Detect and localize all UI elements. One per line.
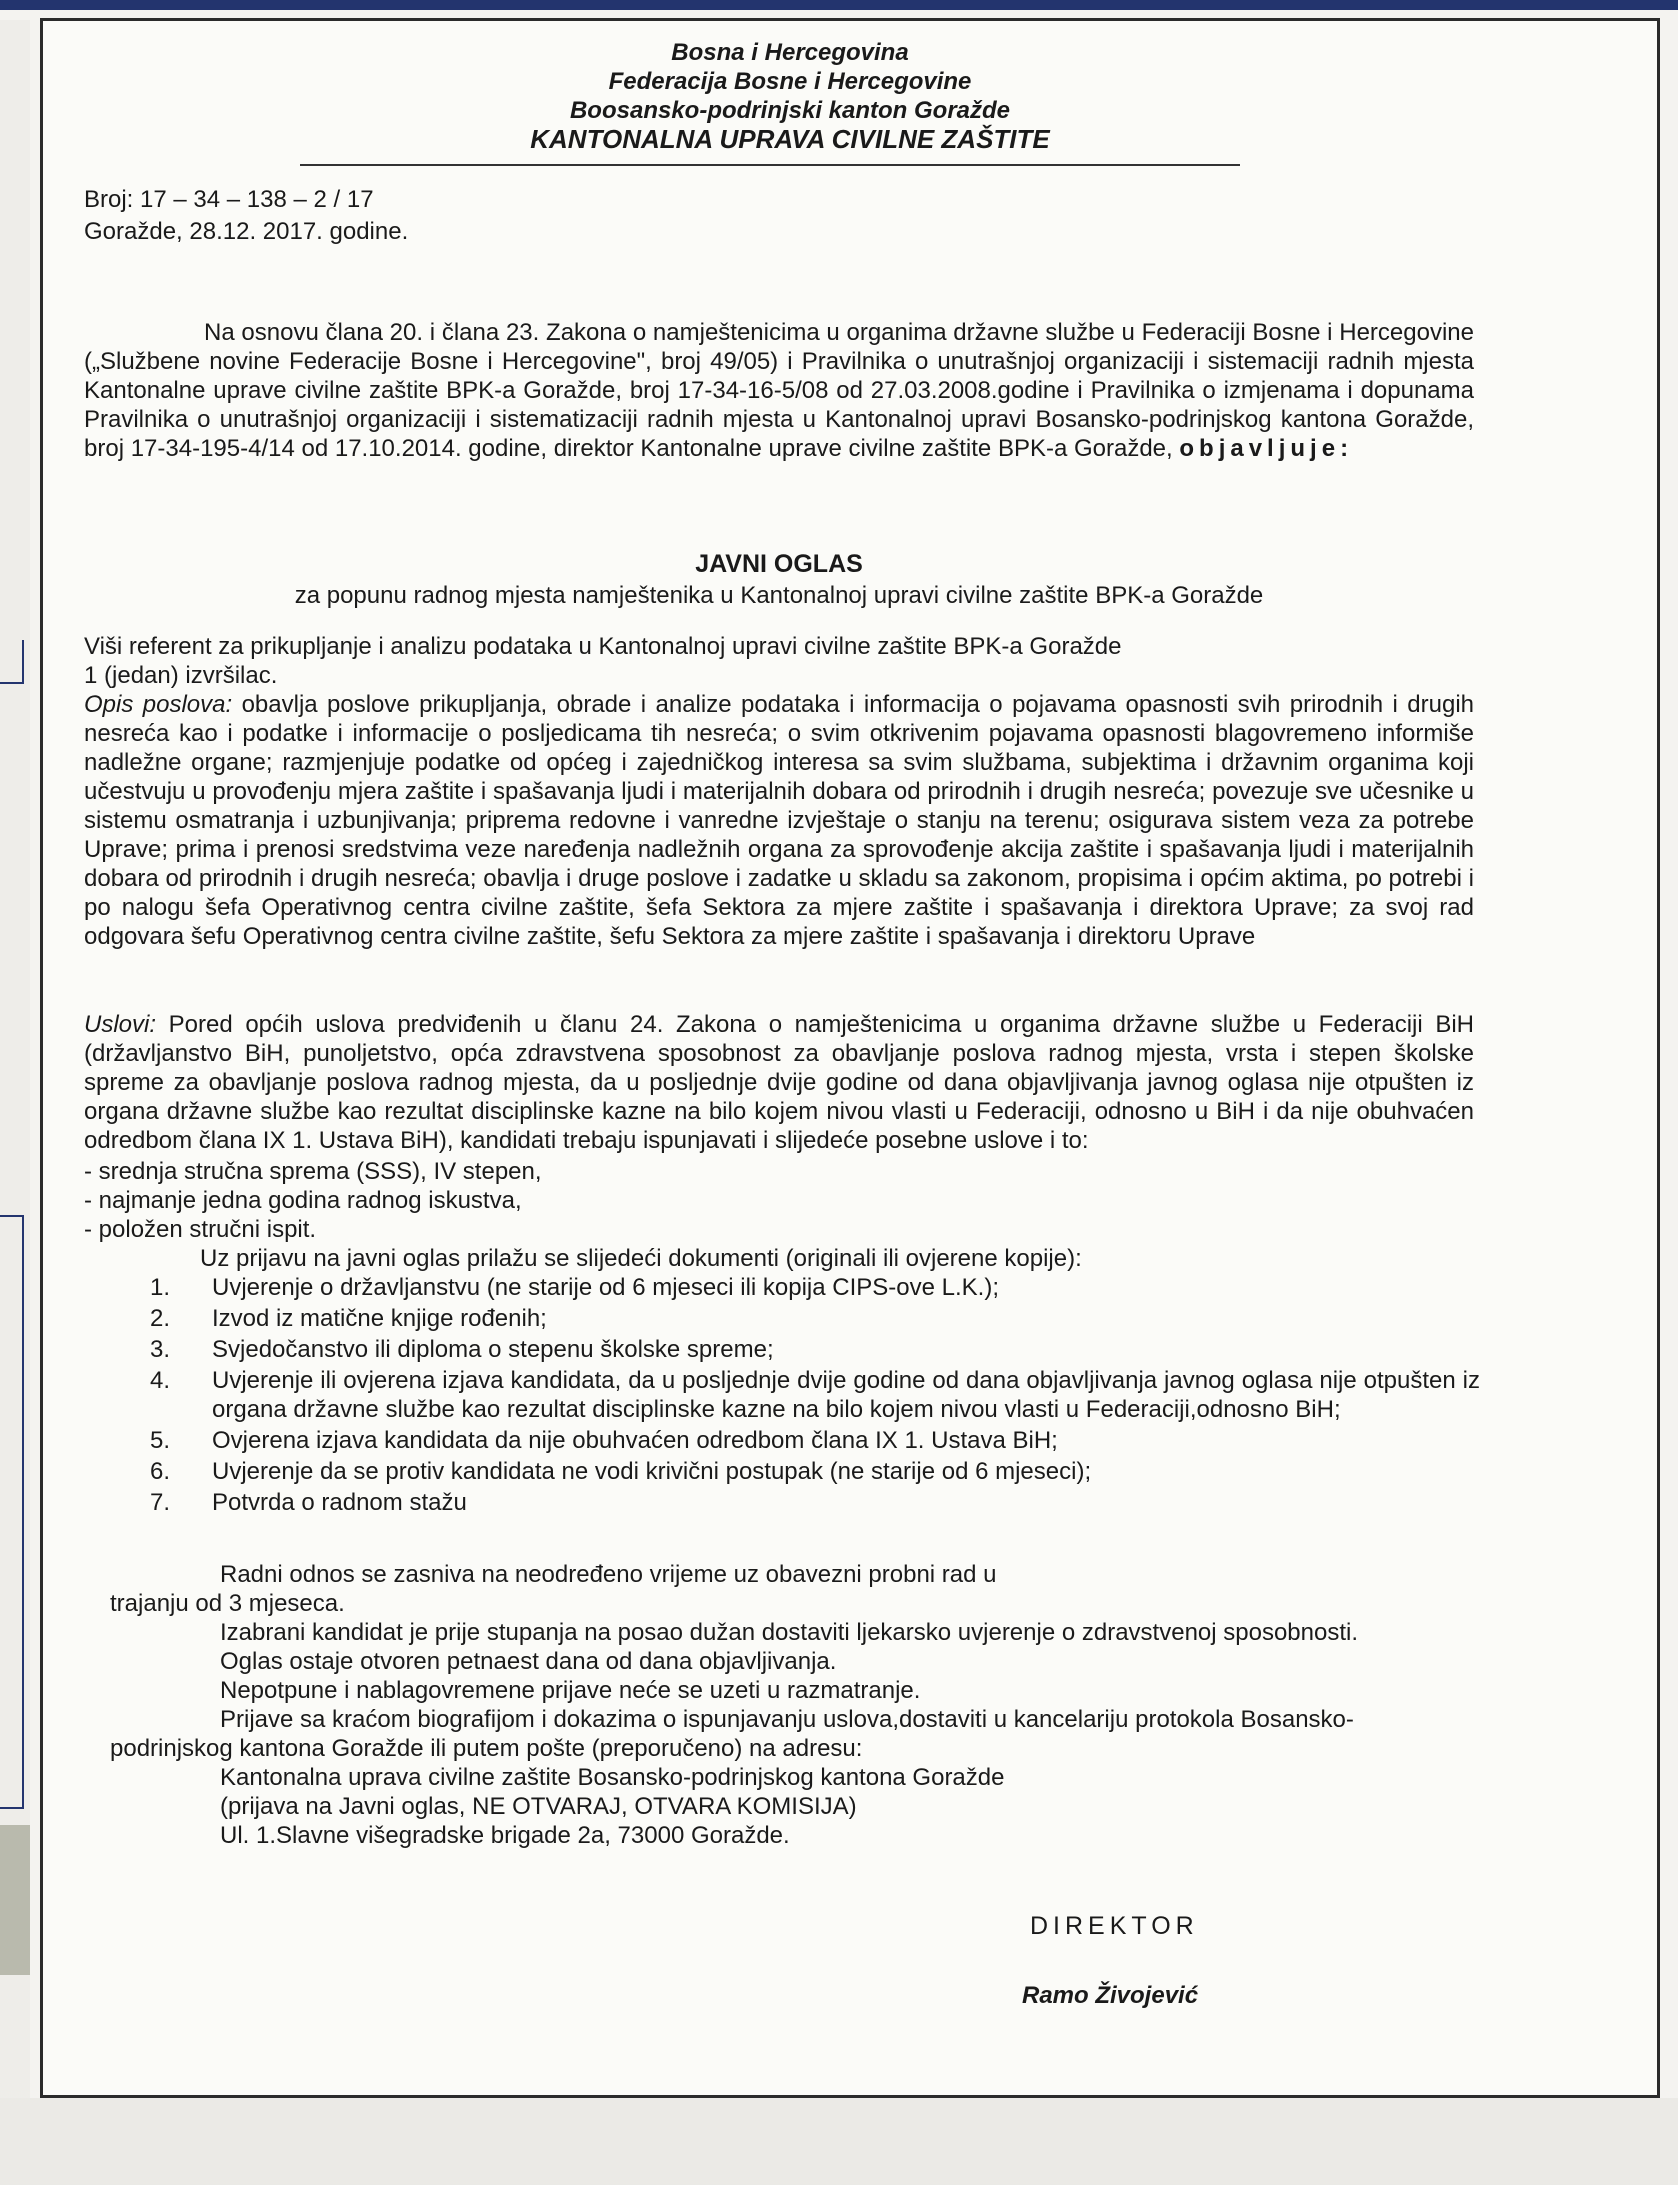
requirement-item: - srednja stručna sprema (SSS), IV stepen, [84, 1158, 542, 1185]
intro-paragraph [84, 318, 1474, 463]
submission-instructions: Prijave sa kraćom biografijom i dokazima o ispunjavanju uslova,dostaviti u kancelariju protokola Bosansko- [220, 1706, 1354, 1733]
document-item [150, 1488, 1480, 1517]
address-line: (prijava na Javni oglas, NE OTVARAJ, OTVARA KOMISIJA) [220, 1793, 857, 1820]
document-item [150, 1426, 1480, 1455]
requirement-item: - položen stručni ispit. [84, 1216, 317, 1243]
documents-intro: Uz prijavu na javni oglas prilažu se slijedeći dokumenti (originali ili ovjerene kopije): [200, 1245, 1082, 1272]
conditions [84, 1010, 1474, 1155]
employment-terms: Radni odnos se zasniva na neodređeno vrijeme uz obavezni probni rad u [220, 1561, 997, 1588]
job-description [84, 690, 1474, 951]
document-text: Potvrda o radnom stažu [212, 1489, 467, 1516]
adjacent-page-block [0, 1825, 30, 1975]
document-number: 3. [150, 1336, 171, 1363]
conditions-text: Pored općih uslova predviđenih u članu 24. Zakona o namještenicima u organima državne službe u Federaciji BiH (državljanstvo BiH, punoljetstvo, opća zdravstvena sposobnost za obavljanje poslova radnog mjesta, vrsta i stepen školske spreme za obavljanje poslova radnog mjesta, da u posljednje dvije godine od dana objavljivanja javnog oglasa nije otpušten iz organa državne službe kao rezultat disciplinske kazne na bilo kojem nivou vlasti u Federaciji, odnosno u BiH i da nije obuhvaćen odredbom člana IX 1. Ustava BiH), kandidati trebaju ispunjavati i slijedeće posebne uslove i to: [84, 1011, 1475, 1154]
closing-section [110, 1560, 1490, 1850]
document-text: Uvjerenje o državljanstvu (ne starije od 6 mjeseci ili kopija CIPS-ove L.K.); [212, 1274, 999, 1301]
notice-title: JAVNI OGLAS [695, 550, 863, 578]
adjacent-page-box [0, 640, 24, 684]
document-text: Svjedočanstvo ili diploma o stepenu školske spreme; [212, 1336, 774, 1363]
top-border [0, 0, 1678, 10]
document-number: 5. [150, 1427, 171, 1454]
job-description-label: Opis poslova: [84, 691, 233, 718]
adjacent-page-box [0, 1215, 24, 1809]
reference-block [84, 184, 408, 248]
document-text: Uvjerenje da se protiv kandidata ne vodi krivični postupak (ne starije od 6 mjeseci); [212, 1458, 1092, 1485]
document-item [150, 1304, 1480, 1333]
document-item [150, 1366, 1480, 1424]
submission-instructions-cont: podrinjskog kantona Goražde ili putem pošte (preporučeno) na adresu: [110, 1735, 863, 1762]
position-name: Viši referent za prikupljanje i analizu podataka u Kantonalnoj upravi civilne zaštite BPK-a Goražde [84, 633, 1122, 660]
position-count: 1 (jedan) izvršilac. [84, 662, 278, 689]
letterhead-agency: KANTONALNA UPRAVA CIVILNE ZAŠTITE [530, 124, 1050, 154]
document-number: 7. [150, 1489, 171, 1516]
signature-title: DIREKTOR [1030, 1912, 1199, 1940]
letterhead [490, 38, 1090, 154]
address-line: Kantonalna uprava civilne zaštite Bosansko-podrinjskog kantona Goražde [220, 1764, 1005, 1791]
reference-place-date: Goražde, 28.12. 2017. godine. [84, 218, 409, 245]
conditions-label: Uslovi: [84, 1011, 157, 1038]
position-block [84, 632, 1474, 690]
medical-certificate-note: Izabrani kandidat je prije stupanja na posao dužan dostaviti ljekarsko uvjerenje o zdravstvenoj sposobnosti. [220, 1619, 1359, 1646]
special-requirements [84, 1157, 542, 1244]
page-bottom-margin [0, 2098, 1678, 2185]
document-text: Uvjerenje ili ovjerena izjava kandidata, da u posljednje dvije godine od dana objavljivanja javnog oglasa nije otpušten iz organa državne službe kao rezultat disciplinske kazne na bilo kojem nivou vlasti u Federaciji,odnosno BiH; [212, 1367, 1480, 1423]
document-number: 6. [150, 1458, 171, 1485]
document-text: Izvod iz matične knjige rođenih; [212, 1305, 547, 1332]
documents-list [150, 1273, 1480, 1519]
document-item [150, 1273, 1480, 1302]
requirement-item: - najmanje jedna godina radnog iskustva, [84, 1187, 522, 1214]
intro-verb: objavljuje: [1179, 435, 1354, 462]
document-number: 2. [150, 1305, 171, 1332]
employment-terms-cont: trajanju od 3 mjeseca. [110, 1590, 345, 1617]
notice-subtitle: za popunu radnog mjesta namještenika u Kantonalnoj upravi civilne zaštite BPK-a Goražde [294, 582, 1264, 609]
document-item [150, 1457, 1480, 1486]
reference-number: Broj: 17 – 34 – 138 – 2 / 17 [84, 186, 374, 213]
letterhead-country: Bosna i Hercegovina [671, 39, 909, 66]
letterhead-federation: Federacija Bosne i Hercegovine [608, 68, 972, 95]
intro-text: Na osnovu člana 20. i člana 23. Zakona o namještenicima u organima državne službe u Federaciji Bosne i Hercegovine („Službene novine Federacije Bosne i Hercegovine", broj 49/05) i Pravilnika o unutrašnjoj organizaciji i sistemaciji radnih mjesta Kantonalne uprave civilne zaštite BPK-a Goražde, broj 17-34-16-5/08 od 27.03.2008.godine i Pravilnika o izmjenama i dopunama Pravilnika o unutrašnjoj organizaciji i sistematizaciji radnih mjesta u Kantonalnoj upravi Bosansko-podrinjskog kantona Goražde, broj 17-34-195-4/14 od 17.10.2014. godine, direktor Kantonalne uprave civilne zaštite BPK-a Goražde, [84, 319, 1474, 462]
document-number: 1. [150, 1274, 171, 1301]
document-number: 4. [150, 1367, 171, 1394]
letterhead-canton: Boosansko-podrinjski kanton Goražde [569, 97, 1011, 124]
document-text: Ovjerena izjava kandidata da nije obuhvaćen odredbom člana IX 1. Ustava BiH; [212, 1427, 1058, 1454]
address-line: Ul. 1.Slavne višegradske brigade 2a, 73000 Goražde. [220, 1822, 790, 1849]
incomplete-applications-note: Nepotpune i nablagovremene prijave neće se uzeti u razmatranje. [220, 1677, 921, 1704]
header-rule [300, 164, 1240, 166]
document-item [150, 1335, 1480, 1364]
notice-title-block [84, 547, 1474, 611]
signature-name: Ramo Živojević [1022, 1982, 1199, 2009]
open-period-note: Oglas ostaje otvoren petnaest dana od dana objavljivanja. [220, 1648, 837, 1675]
job-description-text: obavlja poslove prikupljanja, obrade i analize podataka i informacija o pojavama opasnosti svih prirodnih i drugih nesreća kao i podatke i informacije o posljedicama tih nesreća; o svim otkrivenim pojavama opasnosti blagovremeno informiše nadležne organe; razmjenjuje podatke od općeg i zajedničkog interesa sa svim službama, subjektima i državnim organima koji učestvuju u provođenju mjera zaštite i spašavanja ljudi i materijalnih dobara od prirodnih i drugih nesreća; povezuje sve učesnike u sistemu osmatranja i uzbunjivanja; priprema redovne i vanredne izvještaje o stanju na terenu; osigurava sistem veza za potrebe Uprave; prima i prenosi sredstvima veze naređenja nadležnih organa za sprovođenje akcija zaštite i spašavanja ljudi i materijalnih dobara od prirodnih i drugih nesreća; obavlja i druge poslove i zadatke u skladu sa zakonom, propisima i općim aktima, po potrebi i po nalogu šefa Operativnog centra civilne zaštite, šefa Sektora za mjere zaštite i spašavanja i direktora Uprave; za svoj rad odgovara šefu Operativnog centra civilne zaštite, šefu Sektora za mjere zaštite i spašavanja i direktoru Uprave [84, 691, 1475, 950]
